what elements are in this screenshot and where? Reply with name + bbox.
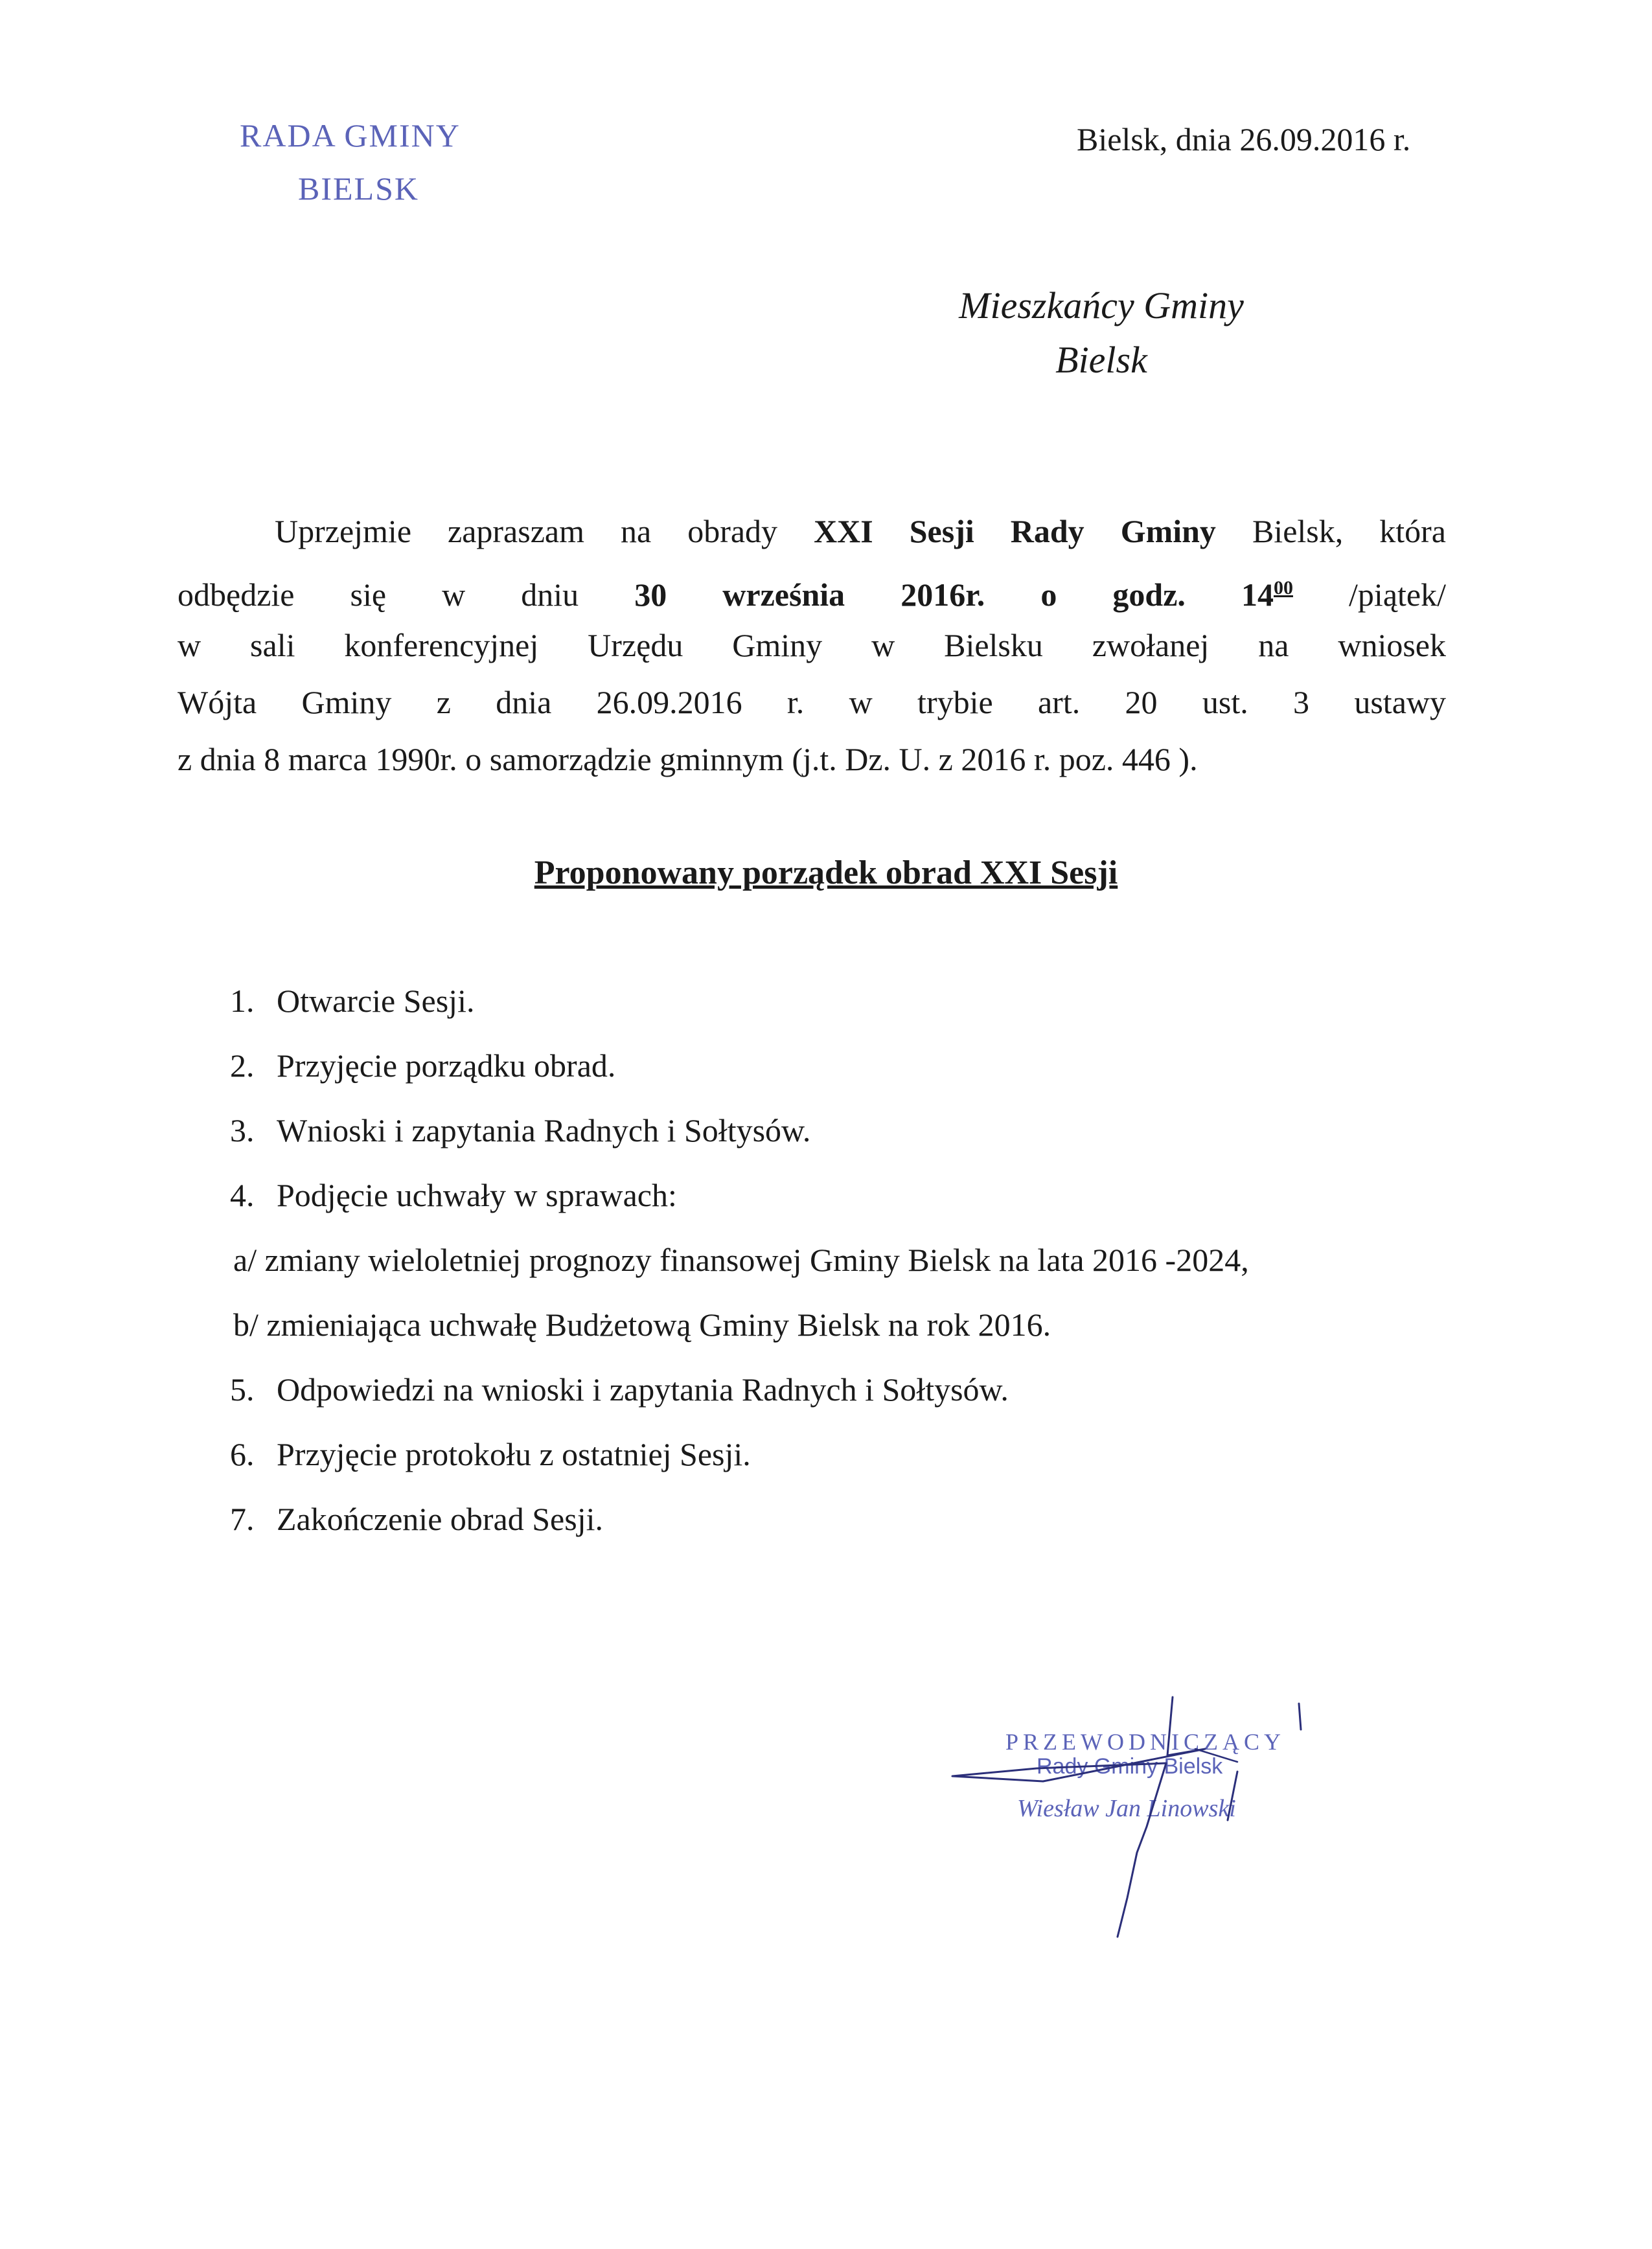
- agenda-list: [230, 968, 1461, 1551]
- handwritten-signature: [933, 1684, 1322, 1956]
- agenda-subitem: [230, 1292, 1461, 1357]
- addressee: [842, 279, 1360, 387]
- agenda-item-text: Podjęcie uchwały w sprawach:: [277, 1177, 677, 1213]
- document-date: Bielsk, dnia 26.09.2016 r.: [1077, 121, 1411, 157]
- agenda-subitem-text: b/ zmieniająca uchwałę Budżetową Gminy Bielsk na rok 2016.: [233, 1307, 1051, 1343]
- addressee-line1: Mieszkańcy Gminy: [959, 284, 1244, 326]
- agenda-item: [230, 1163, 1461, 1227]
- agenda-item-text: Przyjęcie porządku obrad.: [277, 1047, 616, 1084]
- signature-name: Wiesław Jan Linowski: [1017, 1795, 1236, 1822]
- agenda-item: [230, 1487, 1461, 1551]
- chairman-signature-stamp: [933, 1684, 1322, 1956]
- session-name: XXI Sesji Rady Gminy: [814, 513, 1216, 549]
- agenda-item: [230, 1033, 1461, 1098]
- agenda-item: [230, 1422, 1461, 1487]
- agenda-item-number: 5.: [230, 1371, 255, 1408]
- agenda-item-text: Zakończenie obrad Sesji.: [277, 1501, 603, 1537]
- agenda-subitem-text: a/ zmiany wieloletniej prognozy finansowej Gminy Bielsk na lata 2016 -2024,: [233, 1242, 1249, 1278]
- paragraph-line-4: Wójta Gminy z dnia 26.09.2016 r. w trybie art. 20 ust. 3 ustawy: [178, 684, 1446, 720]
- text-run: /piątek/: [1292, 577, 1446, 613]
- paragraph-line-1: [178, 503, 1446, 560]
- session-datetime: [634, 577, 1293, 613]
- council-stamp-line1: RADA GMINY: [240, 117, 461, 154]
- session-date: 30 września 2016r. o godz. 14: [634, 577, 1274, 613]
- council-stamp-line2: BIELSK: [298, 170, 419, 207]
- agenda-subitem: [230, 1227, 1461, 1292]
- addressee-line2: Bielsk: [1055, 339, 1147, 381]
- agenda-item-number: 1.: [230, 983, 255, 1019]
- agenda-item: [230, 1357, 1461, 1422]
- paragraph-line-5: z dnia 8 marca 1990r. o samorządzie gminnym (j.t. Dz. U. z 2016 r. poz. 446 ).: [178, 741, 1198, 777]
- agenda-item: [230, 968, 1461, 1033]
- agenda-item-text: Odpowiedzi na wnioski i zapytania Radnych i Sołtysów.: [277, 1371, 1009, 1408]
- text-run: Bielsk, która: [1215, 513, 1446, 549]
- agenda-item-text: Przyjęcie protokołu z ostatniej Sesji.: [277, 1436, 751, 1472]
- agenda-item-text: Wnioski i zapytania Radnych i Sołtysów.: [277, 1112, 811, 1148]
- invitation-paragraph: [178, 503, 1446, 788]
- signature-council: Rady Gminy Bielsk: [1037, 1754, 1223, 1779]
- agenda-item-number: 4.: [230, 1177, 255, 1213]
- agenda-item-number: 3.: [230, 1112, 255, 1148]
- agenda-item-number: 6.: [230, 1436, 255, 1472]
- signature-title: PRZEWODNICZĄCY: [1005, 1729, 1285, 1755]
- session-minutes: 00: [1273, 577, 1293, 599]
- text-run: Uprzejmie zapraszam na obrady: [275, 513, 814, 549]
- agenda-item-text: Otwarcie Sesji.: [277, 983, 475, 1019]
- paragraph-line-2: [178, 560, 1446, 617]
- text-run: odbędzie się w dniu: [178, 577, 635, 613]
- paragraph-line-3: w sali konferencyjnej Urzędu Gminy w Bielsku zwołanej na wniosek: [178, 627, 1446, 663]
- agenda-item: [230, 1098, 1461, 1163]
- agenda-item-number: 7.: [230, 1501, 255, 1537]
- agenda-title: Proponowany porządek obrad XXI Sesji: [534, 854, 1118, 891]
- agenda-item-number: 2.: [230, 1047, 255, 1084]
